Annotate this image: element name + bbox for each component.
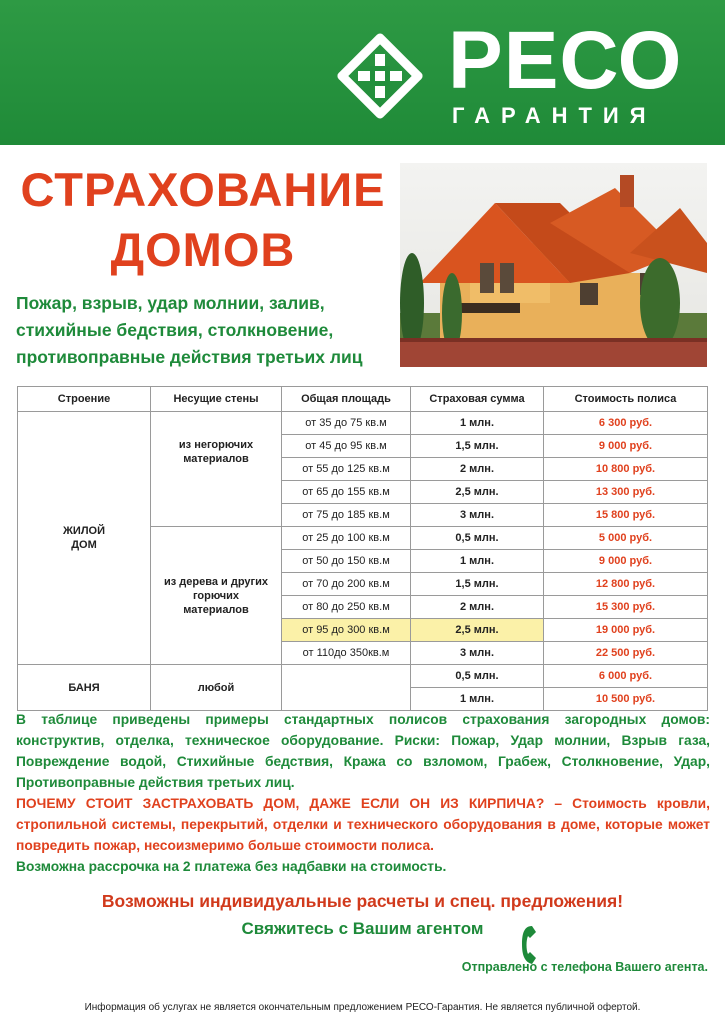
subtitle-line-2: стихийные бедствия, столкновение,: [16, 320, 334, 340]
reso-logo-icon: [328, 28, 432, 124]
disclaimer-footer: Информация об услугах не является окончательным предложением РЕСО-Гарантия. Не является публичной офертой.: [84, 1002, 641, 1013]
area-cell: от 55 до 125 кв.м: [282, 458, 411, 481]
table-row: [18, 665, 708, 688]
price-cell: 9 000 руб.: [544, 435, 708, 458]
area-cell: от 35 до 75 кв.м: [282, 412, 411, 435]
price-cell: 12 800 руб.: [544, 573, 708, 596]
price-cell: 5 000 руб.: [544, 527, 708, 550]
price-cell: 13 300 руб.: [544, 481, 708, 504]
title-line-2: ДОМОВ: [110, 223, 296, 276]
page-title: [18, 160, 388, 280]
price-cell: 6 300 руб.: [544, 412, 708, 435]
contact-agent-text: Свяжитесь с Вашим агентом: [241, 919, 484, 938]
area-cell: от 75 до 185 кв.м: [282, 504, 411, 527]
price-cell: 9 000 руб.: [544, 550, 708, 573]
sum-cell: 0,5 млн.: [411, 665, 544, 688]
group-wood: из дерева и других горючих материалов: [151, 527, 282, 665]
price-cell: 6 000 руб.: [544, 665, 708, 688]
area-cell: от 65 до 155 кв.м: [282, 481, 411, 504]
title-line-1: СТРАХОВАНИЕ: [20, 163, 386, 216]
sent-from-agent-text: Отправлено с телефона Вашего агента.: [461, 960, 708, 974]
subtitle-line-1: Пожар, взрыв, удар молнии, залив,: [16, 293, 325, 313]
price-cell: 15 800 руб.: [544, 504, 708, 527]
price-cell: 10 500 руб.: [544, 688, 708, 711]
group-sauna: БАНЯ: [18, 665, 151, 711]
area-cell: от 95 до 300 кв.м: [282, 619, 411, 642]
header-building: Строение: [18, 387, 151, 412]
sum-cell: 1 млн.: [411, 550, 544, 573]
sum-cell: 1,5 млн.: [411, 573, 544, 596]
why-insure-text: Стоимость кровли, стропильной системы, перекрытий, отделки и технического оборудования в доме, которые может повредить пожар, несоизмеримо больше стоимости полиса.: [16, 796, 711, 853]
price-cell: 19 000 руб.: [544, 619, 708, 642]
sum-cell: 2,5 млн.: [411, 619, 544, 642]
group-house: ЖИЛОЙ ДОМ: [18, 412, 151, 665]
header-walls: Несущие стены: [151, 387, 282, 412]
sum-cell: 3 млн.: [411, 504, 544, 527]
area-cell: от 80 до 250 кв.м: [282, 596, 411, 619]
sum-cell: 1 млн.: [411, 688, 544, 711]
sum-cell: 1,5 млн.: [411, 435, 544, 458]
house-photo: [400, 163, 707, 367]
header-banner: [0, 0, 725, 145]
group-nonflammable: из негорючих материалов: [151, 412, 282, 527]
sum-cell: 2 млн.: [411, 596, 544, 619]
area-cell: от 110до 350кв.м: [282, 642, 411, 665]
area-cell: от 70 до 200 кв.м: [282, 573, 411, 596]
price-cell: 10 800 руб.: [544, 458, 708, 481]
special-offer-text: Возможны индивидуальные расчеты и спец. предложения!: [101, 891, 624, 911]
sum-cell: 2 млн.: [411, 458, 544, 481]
header-sum: Страховая сумма: [411, 387, 544, 412]
table-row: [18, 412, 708, 435]
risks-subtitle: [16, 290, 396, 371]
description-paragraph-2: [16, 793, 710, 856]
area-cell: от 45 до 95 кв.м: [282, 435, 411, 458]
area-cell-empty: [282, 665, 411, 711]
table-header-row: [18, 387, 708, 412]
rates-table: [17, 386, 708, 711]
sum-cell: 2,5 млн.: [411, 481, 544, 504]
brand-name: РЕСО: [448, 15, 683, 106]
header-area: Общая площадь: [282, 387, 411, 412]
area-cell: от 50 до 150 кв.м: [282, 550, 411, 573]
header-price: Стоимость полиса: [544, 387, 708, 412]
group-any: любой: [151, 665, 282, 711]
why-insure-heading: ПОЧЕМУ СТОИТ ЗАСТРАХОВАТЬ ДОМ, ДАЖЕ ЕСЛИ ОН ИЗ КИРПИЧА? –: [16, 796, 563, 811]
price-cell: 15 300 руб.: [544, 596, 708, 619]
sum-cell: 3 млн.: [411, 642, 544, 665]
description-paragraph-3: Возможна рассрочка на 2 платежа без надбавки на стоимость.: [16, 859, 447, 874]
sum-cell: 1 млн.: [411, 412, 544, 435]
sum-cell: 0,5 млн.: [411, 527, 544, 550]
price-cell: 22 500 руб.: [544, 642, 708, 665]
brand-subtitle: ГАРАНТИЯ: [452, 103, 657, 128]
description-paragraph-1: В таблице приведены примеры стандартных полисов страхования загородных домов: конструктив, отделка, техническое оборудование. Риски: Пожар, Удар молнии, Взрыв газа, Повреждение водой, Стихийные бедствия, Кража со взломом, Грабеж, Столкновение, Удар, Противоправные действия третьих лиц.: [16, 712, 710, 790]
area-cell: от 25 до 100 кв.м: [282, 527, 411, 550]
description-text: [16, 709, 710, 877]
subtitle-line-3: противоправные действия третьих лиц: [16, 347, 363, 367]
